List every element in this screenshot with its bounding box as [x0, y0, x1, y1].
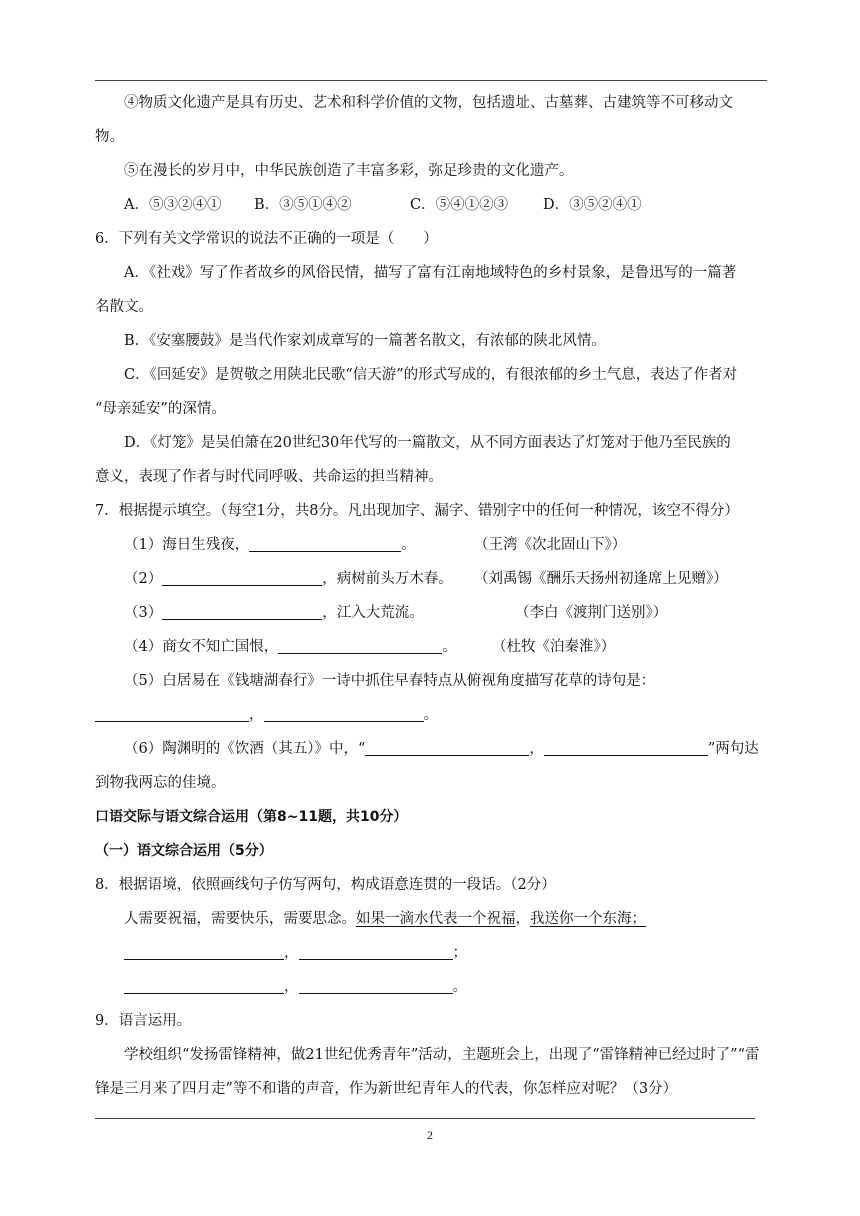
q7-6-blank-1[interactable] [365, 737, 529, 756]
footer-rule [95, 1118, 755, 1119]
q8-answer-2 [95, 970, 767, 1004]
q8-answer-1 [95, 936, 767, 970]
q9-text-line-1: 学校组织“发扬雷锋精神，做21世纪优秀青年”活动，主题班会上，出现了“雷锋精神已经过时了”“雷 [124, 1047, 760, 1063]
q8-stem: 8．根据语境，依照画线句子仿写两句，构成语意连贯的一段话。（2分） [95, 877, 556, 893]
q7-item-5-answer [95, 698, 767, 732]
q7-4-suffix: 。 [442, 639, 457, 655]
q5-option-c: C．⑤④①②③ [410, 197, 509, 213]
q7-4-source: （杜牧《泊秦淮》） [492, 639, 616, 655]
q8-text [95, 902, 767, 936]
q6-stem: 6．下列有关文学常识的说法不正确的一项是（ ） [95, 231, 438, 247]
q7-3-prefix: （3） [124, 605, 163, 621]
q6-option-c-line-1: C．《回延安》是贺敬之用陕北民歌“信天游”的形式写成的，有很浓郁的乡土气息，表达了作者对 [124, 367, 738, 383]
q7-2-blank[interactable] [162, 567, 322, 586]
page-number: 2 [427, 1128, 433, 1142]
q7-3-blank[interactable] [162, 601, 322, 620]
q7-5-blank-2[interactable] [264, 703, 424, 722]
q8-blank-2a[interactable] [124, 975, 284, 994]
section-title: 口语交际与语文综合运用（第8~11题，共10分） [95, 809, 408, 825]
q7-4-prefix: （4）商女不知亡国恨， [124, 639, 279, 655]
q8-underlined-1: 如果一滴水代表一个祝福 [356, 911, 516, 927]
q7-1-suffix: 。 [401, 537, 416, 553]
q8-a-sep: ， [284, 945, 299, 961]
q7-2-prefix: （2） [124, 571, 163, 587]
q8-comma: ， [515, 911, 530, 927]
q7-5-sep: ， [249, 707, 264, 723]
q7-item-6 [95, 732, 767, 766]
q8-text-prefix: 人需要祝福，需要快乐，需要思念。 [124, 911, 356, 927]
q7-3-source: （李白《渡荆门送别》） [515, 605, 668, 621]
q7-item-2 [95, 562, 767, 596]
q7-2-source: （刘禹锡《酬乐天扬州初逢席上见赠》） [474, 571, 728, 587]
q8-a-end: ； [452, 945, 467, 961]
q7-6-suffix: ”两句达 [707, 741, 759, 757]
q5-option-d: D．③⑤②④① [543, 197, 642, 213]
q7-item-3 [95, 596, 767, 630]
q7-1-prefix: （1）海日生残夜， [124, 537, 250, 553]
item-4-line-2: 物。 [95, 129, 124, 145]
q5-option-a: A．⑤③②④① [124, 197, 222, 213]
q8-underlined-2: 我送你一个东海； [530, 911, 646, 927]
header-rule [95, 80, 767, 81]
q7-6-prefix: （6）陶渊明的《饮酒（其五）》中，“ [124, 741, 366, 757]
q9-text-line-2: 锋是三月来了四月走”等不和谐的声音，作为新世纪青年人的代表，你怎样应对呢？（3分） [95, 1081, 678, 1097]
q6-option-c-line-2: “母亲延安”的深情。 [95, 401, 226, 417]
q6-option-b: B．《安塞腰鼓》是当代作家刘成章写的一篇著名散文，有浓郁的陕北风情。 [124, 333, 606, 349]
q8-b-sep: ， [284, 979, 299, 995]
q7-item-6-tail: 到物我两忘的佳境。 [95, 775, 226, 791]
q7-3-suffix: ，江入大荒流。 [322, 605, 424, 621]
q7-item-5: （5）白居易在《钱塘湖春行》一诗中抓住早春特点从俯视角度描写花草的诗句是： [124, 673, 656, 689]
q9-stem: 9．语言运用。 [95, 1013, 192, 1029]
q7-stem: 7．根据提示填空。（每空1分，共8分。凡出现加字、漏字、错别字中的任何一种情况，该空不得分） [95, 503, 739, 519]
exam-page-content [95, 86, 767, 1106]
q6-option-a-line-2: 名散文。 [95, 299, 153, 315]
section-subtitle: （一）语文综合运用（5分） [95, 843, 273, 859]
q7-4-blank[interactable] [278, 635, 442, 654]
item-5: ⑤在漫长的岁月中，中华民族创造了丰富多彩，弥足珍贵的文化遗产。 [124, 163, 574, 179]
q8-blank-1a[interactable] [124, 941, 284, 960]
q7-1-blank[interactable] [249, 533, 401, 552]
q7-1-source: （王湾《次北固山下》） [474, 537, 627, 553]
q5-option-b: B．③⑤①④② [254, 197, 352, 213]
q5-options [95, 188, 767, 222]
q7-6-sep: ， [529, 741, 544, 757]
q7-5-blank-1[interactable] [95, 703, 249, 722]
q8-b-end: 。 [452, 979, 467, 995]
item-4-line-1: ④物质文化遗产是具有历史、艺术和科学价值的文物，包括遗址、古墓葬、古建筑等不可移动文 [124, 95, 733, 111]
q6-option-d-line-1: D．《灯笼》是吴伯箫在20世纪30年代写的一篇散文，从不同方面表达了灯笼对于他乃至民族的 [124, 435, 731, 451]
q6-option-a-line-1: A．《社戏》写了作者故乡的风俗民情，描写了富有江南地域特色的乡村景象，是鲁迅写的一篇著 [124, 265, 737, 281]
q7-item-1 [95, 528, 767, 562]
q7-item-4 [95, 630, 767, 664]
q7-2-suffix: ，病树前头万木春。 [322, 571, 453, 587]
q7-6-blank-2[interactable] [544, 737, 708, 756]
q8-blank-2b[interactable] [299, 975, 453, 994]
q8-blank-1b[interactable] [299, 941, 453, 960]
q6-option-d-line-2: 意义，表现了作者与时代同呼吸、共命运的担当精神。 [95, 469, 443, 485]
q7-5-end: 。 [423, 707, 438, 723]
